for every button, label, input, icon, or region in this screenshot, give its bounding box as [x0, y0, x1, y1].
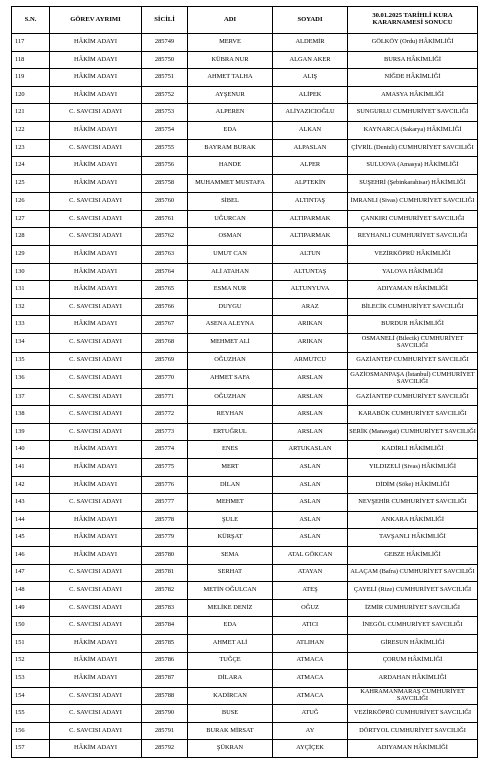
cell-sn: 124: [12, 157, 50, 175]
cell-kura-sonucu: AMASYA HÂKİMLİĞİ: [348, 86, 478, 104]
cell-sicili: 285755: [142, 139, 188, 157]
cell-gorev-ayrimi: HÂKİM ADAYI: [50, 69, 142, 87]
table-row: [12, 599, 478, 617]
cell-soyadi: ATAL GÖKCAN: [273, 546, 348, 564]
cell-sn: 145: [12, 529, 50, 547]
cell-sn: 120: [12, 86, 50, 104]
cell-sn: 150: [12, 617, 50, 635]
cell-gorev-ayrimi: C. SAVCISI ADAYI: [50, 139, 142, 157]
cell-sn: 118: [12, 51, 50, 69]
cell-gorev-ayrimi: HÂKİM ADAYI: [50, 86, 142, 104]
table-row: [12, 210, 478, 228]
table-row: [12, 34, 478, 52]
cell-kura-sonucu: SUNGURLU CUMHURİYET SAVCILIĞI: [348, 104, 478, 122]
cell-adi: AYŞENUR: [188, 86, 273, 104]
cell-soyadi: ASLAN: [273, 494, 348, 512]
cell-kura-sonucu: BURSA HÂKİMLİĞİ: [348, 51, 478, 69]
table-row: [12, 617, 478, 635]
cell-gorev-ayrimi: HÂKİM ADAYI: [50, 652, 142, 670]
cell-gorev-ayrimi: C. SAVCISI ADAYI: [50, 705, 142, 723]
cell-kura-sonucu: SUŞEHRİ (Şebinkarahisar) HÂKİMLİĞİ: [348, 174, 478, 193]
cell-kura-sonucu: KAHRAMANMARAŞ CUMHURİYET SAVCILIĞI: [348, 687, 478, 705]
cell-sn: 137: [12, 388, 50, 406]
cell-gorev-ayrimi: C. SAVCISI ADAYI: [50, 334, 142, 353]
cell-soyadi: ATMACA: [273, 687, 348, 705]
cell-gorev-ayrimi: HÂKİM ADAYI: [50, 511, 142, 529]
table-row: [12, 334, 478, 353]
cell-soyadi: ARSLAN: [273, 423, 348, 441]
cell-sn: 143: [12, 494, 50, 512]
cell-soyadi: OĞUZ: [273, 599, 348, 617]
table-row: [12, 121, 478, 139]
cell-kura-sonucu: ADIYAMAN HÂKİMLİĞİ: [348, 740, 478, 758]
cell-adi: OĞUZHAN: [188, 352, 273, 370]
cell-kura-sonucu: YALOVA HÂKİMLİĞİ: [348, 263, 478, 281]
cell-adi: SEMA: [188, 546, 273, 564]
cell-sicili: 285770: [142, 370, 188, 389]
cell-sicili: 285780: [142, 546, 188, 564]
cell-sn: 147: [12, 564, 50, 582]
cell-soyadi: ASLAN: [273, 529, 348, 547]
cell-sicili: 285779: [142, 529, 188, 547]
cell-sicili: 285769: [142, 352, 188, 370]
cell-gorev-ayrimi: HÂKİM ADAYI: [50, 263, 142, 281]
cell-adi: EDA: [188, 617, 273, 635]
cell-soyadi: ATMACA: [273, 652, 348, 670]
cell-adi: KÜBRA NUR: [188, 51, 273, 69]
table-body: [12, 34, 478, 758]
table-row: [12, 388, 478, 406]
table-row: [12, 228, 478, 246]
cell-soyadi: ASLAN: [273, 476, 348, 494]
cell-soyadi: ARIKAN: [273, 334, 348, 353]
cell-kura-sonucu: İZMİR CUMHURİYET SAVCILIĞI: [348, 599, 478, 617]
header-gorev-ayrimi: GÖREV AYRIMI: [50, 7, 142, 34]
cell-soyadi: ATICI: [273, 617, 348, 635]
table-row: [12, 740, 478, 758]
table-row: [12, 529, 478, 547]
header-soyadi: SOYADI: [273, 7, 348, 34]
cell-sn: 134: [12, 334, 50, 353]
cell-sn: 125: [12, 174, 50, 193]
cell-adi: TUĞÇE: [188, 652, 273, 670]
cell-adi: ALİ ATAHAN: [188, 263, 273, 281]
cell-soyadi: ASLAN: [273, 458, 348, 476]
cell-sn: 156: [12, 722, 50, 740]
cell-sicili: 285749: [142, 34, 188, 52]
cell-kura-sonucu: GAZİANTEP CUMHURİYET SAVCILIĞI: [348, 388, 478, 406]
table-row: [12, 582, 478, 600]
cell-kura-sonucu: GİRESUN HÂKİMLİĞİ: [348, 634, 478, 652]
table-row: [12, 316, 478, 334]
table-row: [12, 670, 478, 688]
cell-sn: 133: [12, 316, 50, 334]
cell-sicili: 285764: [142, 263, 188, 281]
cell-adi: AHMET TALHA: [188, 69, 273, 87]
cell-kura-sonucu: İMRANLI (Sivas) CUMHURİYET SAVCILIĞI: [348, 193, 478, 211]
header-kura-sonucu: 30.01.2025 TARİHLİ KURA KARARNAMESİ SONUCU: [348, 7, 478, 34]
cell-soyadi: ALGAN AKER: [273, 51, 348, 69]
cell-soyadi: ALTUN: [273, 246, 348, 264]
cell-gorev-ayrimi: HÂKİM ADAYI: [50, 174, 142, 193]
table-row: [12, 705, 478, 723]
cell-gorev-ayrimi: HÂKİM ADAYI: [50, 529, 142, 547]
cell-adi: HANDE: [188, 157, 273, 175]
cell-gorev-ayrimi: C. SAVCISI ADAYI: [50, 617, 142, 635]
cell-sn: 132: [12, 298, 50, 316]
cell-gorev-ayrimi: C. SAVCISI ADAYI: [50, 494, 142, 512]
cell-sn: 128: [12, 228, 50, 246]
cell-gorev-ayrimi: HÂKİM ADAYI: [50, 281, 142, 299]
cell-gorev-ayrimi: HÂKİM ADAYI: [50, 316, 142, 334]
cell-gorev-ayrimi: HÂKİM ADAYI: [50, 546, 142, 564]
cell-sn: 123: [12, 139, 50, 157]
cell-sicili: 285776: [142, 476, 188, 494]
table-row: [12, 298, 478, 316]
cell-sicili: 285750: [142, 51, 188, 69]
cell-soyadi: ALTUNTAŞ: [273, 263, 348, 281]
table-row: [12, 352, 478, 370]
cell-gorev-ayrimi: C. SAVCISI ADAYI: [50, 352, 142, 370]
cell-kura-sonucu: NEVŞEHİR CUMHURİYET SAVCILIĞI: [348, 494, 478, 512]
table-row: [12, 104, 478, 122]
cell-adi: SERHAT: [188, 564, 273, 582]
cell-sicili: 285754: [142, 121, 188, 139]
cell-sn: 148: [12, 582, 50, 600]
cell-soyadi: ALTIPARMAK: [273, 210, 348, 228]
table-row: [12, 281, 478, 299]
cell-kura-sonucu: DÖRTYOL CUMHURİYET SAVCILIĞI: [348, 722, 478, 740]
cell-sicili: 285766: [142, 298, 188, 316]
cell-kura-sonucu: BİLECİK CUMHURİYET SAVCILIĞI: [348, 298, 478, 316]
cell-sn: 127: [12, 210, 50, 228]
cell-sn: 154: [12, 687, 50, 705]
cell-kura-sonucu: TAVŞANLI HÂKİMLİĞİ: [348, 529, 478, 547]
cell-sn: 153: [12, 670, 50, 688]
table-row: [12, 634, 478, 652]
cell-kura-sonucu: ÇORUM HÂKİMLİĞİ: [348, 652, 478, 670]
cell-adi: ASENA ALEYNA: [188, 316, 273, 334]
cell-adi: DİLARA: [188, 670, 273, 688]
table-row: [12, 246, 478, 264]
cell-gorev-ayrimi: C. SAVCISI ADAYI: [50, 298, 142, 316]
cell-adi: UMUT CAN: [188, 246, 273, 264]
cell-sn: 157: [12, 740, 50, 758]
cell-sicili: 285767: [142, 316, 188, 334]
cell-gorev-ayrimi: HÂKİM ADAYI: [50, 670, 142, 688]
cell-adi: ŞÜKRAN: [188, 740, 273, 758]
header-row: [12, 7, 478, 34]
cell-gorev-ayrimi: C. SAVCISI ADAYI: [50, 388, 142, 406]
table-row: [12, 406, 478, 424]
table-row: [12, 157, 478, 175]
table-row: [12, 174, 478, 193]
cell-gorev-ayrimi: HÂKİM ADAYI: [50, 458, 142, 476]
cell-soyadi: ARSLAN: [273, 370, 348, 389]
cell-gorev-ayrimi: C. SAVCISI ADAYI: [50, 564, 142, 582]
cell-sn: 117: [12, 34, 50, 52]
cell-adi: REYHAN: [188, 406, 273, 424]
cell-kura-sonucu: ANKARA HÂKİMLİĞİ: [348, 511, 478, 529]
table-row: [12, 652, 478, 670]
table-row: [12, 263, 478, 281]
table-row: [12, 423, 478, 441]
cell-gorev-ayrimi: HÂKİM ADAYI: [50, 740, 142, 758]
cell-kura-sonucu: YILDIZELİ (Sivas) HÂKİMLİĞİ: [348, 458, 478, 476]
cell-gorev-ayrimi: C. SAVCISI ADAYI: [50, 423, 142, 441]
cell-gorev-ayrimi: C. SAVCISI ADAYI: [50, 370, 142, 389]
cell-kura-sonucu: ÇAYELİ (Rize) CUMHURİYET SAVCILIĞI: [348, 582, 478, 600]
cell-kura-sonucu: BURDUR HÂKİMLİĞİ: [348, 316, 478, 334]
cell-sn: 152: [12, 652, 50, 670]
header-sicili: SİCİLİ: [142, 7, 188, 34]
cell-sicili: 285783: [142, 599, 188, 617]
cell-sicili: 285760: [142, 193, 188, 211]
cell-adi: MERVE: [188, 34, 273, 52]
cell-gorev-ayrimi: HÂKİM ADAYI: [50, 157, 142, 175]
cell-kura-sonucu: SERİK (Manavgat) CUMHURİYET SAVCILIĞI: [348, 423, 478, 441]
table-row: [12, 441, 478, 459]
cell-sn: 136: [12, 370, 50, 389]
cell-soyadi: ALKAN: [273, 121, 348, 139]
cell-adi: ERTUĞRUL: [188, 423, 273, 441]
cell-sicili: 285762: [142, 228, 188, 246]
cell-sicili: 285758: [142, 174, 188, 193]
cell-kura-sonucu: ARDAHAN HÂKİMLİĞİ: [348, 670, 478, 688]
cell-kura-sonucu: VEZİRKÖPRÜ CUMHURİYET SAVCILIĞI: [348, 705, 478, 723]
cell-sicili: 285784: [142, 617, 188, 635]
cell-soyadi: ATUĞ: [273, 705, 348, 723]
cell-sicili: 285773: [142, 423, 188, 441]
cell-kura-sonucu: GAZİOSMANPAŞA (İstanbul) CUMHURİYET SAVCILIĞI: [348, 370, 478, 389]
cell-adi: MELİKE DENİZ: [188, 599, 273, 617]
cell-adi: MEHMET: [188, 494, 273, 512]
cell-sicili: 285786: [142, 652, 188, 670]
cell-sn: 151: [12, 634, 50, 652]
cell-adi: DUYGU: [188, 298, 273, 316]
cell-sicili: 285771: [142, 388, 188, 406]
cell-sn: 122: [12, 121, 50, 139]
table-row: [12, 139, 478, 157]
cell-soyadi: ALTUNYUVA: [273, 281, 348, 299]
cell-gorev-ayrimi: HÂKİM ADAYI: [50, 246, 142, 264]
cell-sicili: 285753: [142, 104, 188, 122]
cell-adi: EDA: [188, 121, 273, 139]
cell-sicili: 285778: [142, 511, 188, 529]
header-adi: ADI: [188, 7, 273, 34]
cell-soyadi: ALİPEK: [273, 86, 348, 104]
table-row: [12, 51, 478, 69]
cell-adi: ESMA NUR: [188, 281, 273, 299]
cell-soyadi: ATEŞ: [273, 582, 348, 600]
cell-kura-sonucu: SULUOVA (Amasya) HÂKİMLİĞİ: [348, 157, 478, 175]
cell-sicili: 285777: [142, 494, 188, 512]
cell-sn: 141: [12, 458, 50, 476]
cell-gorev-ayrimi: C. SAVCISI ADAYI: [50, 582, 142, 600]
cell-sicili: 285774: [142, 441, 188, 459]
cell-soyadi: ARAZ: [273, 298, 348, 316]
cell-adi: AHMET SAFA: [188, 370, 273, 389]
cell-gorev-ayrimi: HÂKİM ADAYI: [50, 51, 142, 69]
cell-gorev-ayrimi: C. SAVCISI ADAYI: [50, 193, 142, 211]
cell-sicili: 285752: [142, 86, 188, 104]
cell-gorev-ayrimi: HÂKİM ADAYI: [50, 441, 142, 459]
cell-kura-sonucu: ÇİVRİL (Denizli) CUMHURİYET SAVCILIĞI: [348, 139, 478, 157]
cell-soyadi: AYÇİÇEK: [273, 740, 348, 758]
cell-kura-sonucu: GEBZE HÂKİMLİĞİ: [348, 546, 478, 564]
cell-kura-sonucu: VEZİRKÖPRÜ HÂKİMLİĞİ: [348, 246, 478, 264]
cell-adi: KÜRŞAT: [188, 529, 273, 547]
cell-sn: 126: [12, 193, 50, 211]
cell-soyadi: ALTINTAŞ: [273, 193, 348, 211]
cell-adi: ENES: [188, 441, 273, 459]
cell-sicili: 285761: [142, 210, 188, 228]
cell-soyadi: ASLAN: [273, 511, 348, 529]
cell-adi: OSMAN: [188, 228, 273, 246]
cell-kura-sonucu: GÖLKÖY (Ordu) HÂKİMLİĞİ: [348, 34, 478, 52]
cell-soyadi: ATAYAN: [273, 564, 348, 582]
document-page: [11, 6, 478, 758]
cell-sicili: 285765: [142, 281, 188, 299]
cell-adi: ALPEREN: [188, 104, 273, 122]
table-row: [12, 494, 478, 512]
cell-gorev-ayrimi: HÂKİM ADAYI: [50, 34, 142, 52]
cell-sicili: 285763: [142, 246, 188, 264]
cell-adi: ŞULE: [188, 511, 273, 529]
cell-sicili: 285775: [142, 458, 188, 476]
cell-sn: 135: [12, 352, 50, 370]
cell-kura-sonucu: KARABÜK CUMHURİYET SAVCILIĞI: [348, 406, 478, 424]
cell-adi: BAYRAM BURAK: [188, 139, 273, 157]
cell-kura-sonucu: ALAÇAM (Bafra) CUMHURİYET SAVCILIĞI: [348, 564, 478, 582]
cell-soyadi: ALIŞ: [273, 69, 348, 87]
assignment-table: [11, 6, 478, 758]
cell-sicili: 285751: [142, 69, 188, 87]
cell-soyadi: ARSLAN: [273, 406, 348, 424]
cell-kura-sonucu: DİDİM (Söke) HÂKİMLİĞİ: [348, 476, 478, 494]
cell-soyadi: ATLIHAN: [273, 634, 348, 652]
cell-soyadi: AY: [273, 722, 348, 740]
cell-soyadi: ARIKAN: [273, 316, 348, 334]
cell-sn: 144: [12, 511, 50, 529]
cell-adi: OĞUZHAN: [188, 388, 273, 406]
cell-adi: METİN OĞULCAN: [188, 582, 273, 600]
cell-adi: MERT: [188, 458, 273, 476]
cell-kura-sonucu: ÇANKIRI CUMHURİYET SAVCILIĞI: [348, 210, 478, 228]
table-row: [12, 69, 478, 87]
cell-soyadi: ARTUKASLAN: [273, 441, 348, 459]
cell-gorev-ayrimi: C. SAVCISI ADAYI: [50, 406, 142, 424]
cell-sn: 139: [12, 423, 50, 441]
cell-kura-sonucu: GAZİANTEP CUMHURİYET SAVCILIĞI: [348, 352, 478, 370]
cell-soyadi: ARSLAN: [273, 388, 348, 406]
cell-soyadi: ALPER: [273, 157, 348, 175]
cell-gorev-ayrimi: HÂKİM ADAYI: [50, 121, 142, 139]
cell-kura-sonucu: NİĞDE HÂKİMLİĞİ: [348, 69, 478, 87]
cell-sicili: 285791: [142, 722, 188, 740]
table-row: [12, 458, 478, 476]
cell-soyadi: ALTIPARMAK: [273, 228, 348, 246]
cell-sn: 129: [12, 246, 50, 264]
cell-sicili: 285768: [142, 334, 188, 353]
cell-kura-sonucu: KAYNARCA (Sakarya) HÂKİMLİĞİ: [348, 121, 478, 139]
cell-adi: BUSE: [188, 705, 273, 723]
cell-sn: 121: [12, 104, 50, 122]
table-row: [12, 193, 478, 211]
table-row: [12, 722, 478, 740]
cell-sicili: 285756: [142, 157, 188, 175]
cell-soyadi: ALPTEKİN: [273, 174, 348, 193]
cell-sicili: 285781: [142, 564, 188, 582]
cell-sicili: 285790: [142, 705, 188, 723]
table-header: [12, 7, 478, 34]
table-row: [12, 370, 478, 389]
cell-soyadi: ATMACA: [273, 670, 348, 688]
cell-kura-sonucu: REYHANLI CUMHURİYET SAVCILIĞI: [348, 228, 478, 246]
cell-gorev-ayrimi: C. SAVCISI ADAYI: [50, 228, 142, 246]
header-sn: S.N.: [12, 7, 50, 34]
table-row: [12, 511, 478, 529]
cell-adi: MEHMET ALİ: [188, 334, 273, 353]
cell-soyadi: ALPASLAN: [273, 139, 348, 157]
cell-gorev-ayrimi: C. SAVCISI ADAYI: [50, 210, 142, 228]
table-row: [12, 86, 478, 104]
cell-gorev-ayrimi: C. SAVCISI ADAYI: [50, 104, 142, 122]
table-row: [12, 687, 478, 705]
cell-soyadi: ALİYAZICIOĞLU: [273, 104, 348, 122]
table-row: [12, 476, 478, 494]
cell-sicili: 285792: [142, 740, 188, 758]
cell-soyadi: ALDEMİR: [273, 34, 348, 52]
cell-sn: 155: [12, 705, 50, 723]
cell-adi: MUHAMMET MUSTAFA: [188, 174, 273, 193]
cell-adi: BURAK MİRSAT: [188, 722, 273, 740]
cell-sn: 138: [12, 406, 50, 424]
cell-kura-sonucu: KADİRLİ HÂKİMLİĞİ: [348, 441, 478, 459]
cell-gorev-ayrimi: HÂKİM ADAYI: [50, 476, 142, 494]
cell-gorev-ayrimi: C. SAVCISI ADAYI: [50, 599, 142, 617]
cell-sn: 146: [12, 546, 50, 564]
cell-sn: 142: [12, 476, 50, 494]
cell-sicili: 285782: [142, 582, 188, 600]
cell-sicili: 285788: [142, 687, 188, 705]
cell-adi: KADİRCAN: [188, 687, 273, 705]
table-row: [12, 546, 478, 564]
cell-gorev-ayrimi: HÂKİM ADAYI: [50, 634, 142, 652]
cell-soyadi: ARMUTCU: [273, 352, 348, 370]
cell-adi: AHMET ALİ: [188, 634, 273, 652]
cell-adi: DİLAN: [188, 476, 273, 494]
cell-sicili: 285785: [142, 634, 188, 652]
cell-adi: SİBEL: [188, 193, 273, 211]
cell-sn: 130: [12, 263, 50, 281]
cell-sicili: 285772: [142, 406, 188, 424]
cell-gorev-ayrimi: C. SAVCISI ADAYI: [50, 687, 142, 705]
cell-kura-sonucu: ADIYAMAN HÂKİMLİĞİ: [348, 281, 478, 299]
cell-adi: UĞURCAN: [188, 210, 273, 228]
cell-kura-sonucu: OSMANELİ (Bilecik) CUMHURİYET SAVCILIĞI: [348, 334, 478, 353]
cell-sn: 119: [12, 69, 50, 87]
cell-gorev-ayrimi: C. SAVCISI ADAYI: [50, 722, 142, 740]
cell-kura-sonucu: İNEGÖL CUMHURİYET SAVCILIĞI: [348, 617, 478, 635]
cell-sn: 149: [12, 599, 50, 617]
table-row: [12, 564, 478, 582]
cell-sn: 131: [12, 281, 50, 299]
cell-sn: 140: [12, 441, 50, 459]
cell-sicili: 285787: [142, 670, 188, 688]
